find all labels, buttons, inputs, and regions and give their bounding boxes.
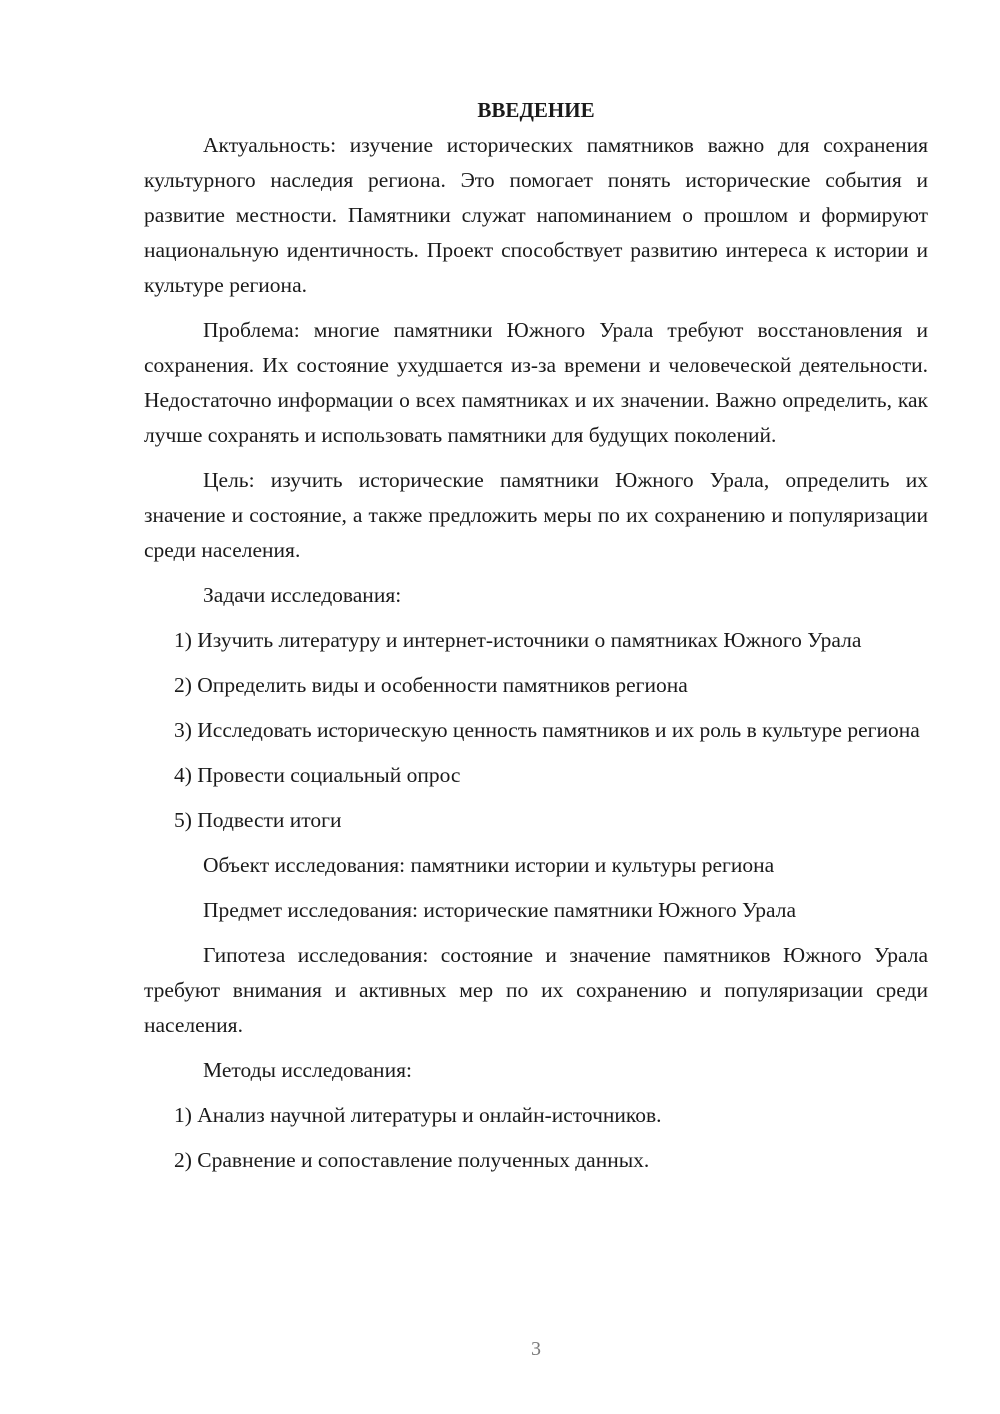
method-item-1: 1) Анализ научной литературы и онлайн-источников. — [174, 1103, 662, 1127]
task-item-1: 1) Изучить литературу и интернет-источники о памятниках Южного Урала — [174, 628, 862, 652]
problem-paragraph: Проблема: многие памятники Южного Урала требуют восстановления и сохранения. Их состояние ухудшается из-за времени и человеческой деятельности. Недостаточно информации о всех памятниках и их значении. Важно определить, как лучше сохранять и использовать памятники для будущих поколений. — [144, 318, 928, 447]
methods-heading: Методы исследования: — [203, 1058, 412, 1082]
tasks-heading: Задачи исследования: — [203, 583, 402, 607]
research-hypothesis: Гипотеза исследования: состояние и значение памятников Южного Урала требуют внимания и активных мер по их сохранению и популяризации среди населения. — [144, 943, 928, 1037]
research-subject: Предмет исследования: исторические памятники Южного Урала — [203, 898, 797, 922]
relevance-paragraph: Актуальность: изучение исторических памятников важно для сохранения культурного наследия региона. Это помогает понять исторические события и развитие местности. Памятники служат напоминанием о прошлом и формируют национальную идентичность. Проект способствует развитию интереса к истории и культуре региона. — [144, 133, 928, 297]
research-object: Объект исследования: памятники истории и культуры региона — [203, 853, 775, 877]
goal-paragraph: Цель: изучить исторические памятники Южного Урала, определить их значение и состояние, а также предложить меры по их сохранению и популяризации среди населения. — [144, 468, 928, 562]
task-item-5: 5) Подвести итоги — [174, 808, 342, 832]
page-body — [144, 93, 928, 1178]
task-item-2: 2) Определить виды и особенности памятников региона — [174, 673, 688, 697]
method-item-2: 2) Сравнение и сопоставление полученных данных. — [174, 1148, 650, 1172]
task-item-3: 3) Исследовать историческую ценность памятников и их роль в культуре региона — [174, 718, 920, 742]
page-number: 3 — [531, 1338, 541, 1360]
task-item-4: 4) Провести социальный опрос — [174, 763, 461, 787]
section-title: ВВЕДЕНИЕ — [477, 98, 595, 122]
